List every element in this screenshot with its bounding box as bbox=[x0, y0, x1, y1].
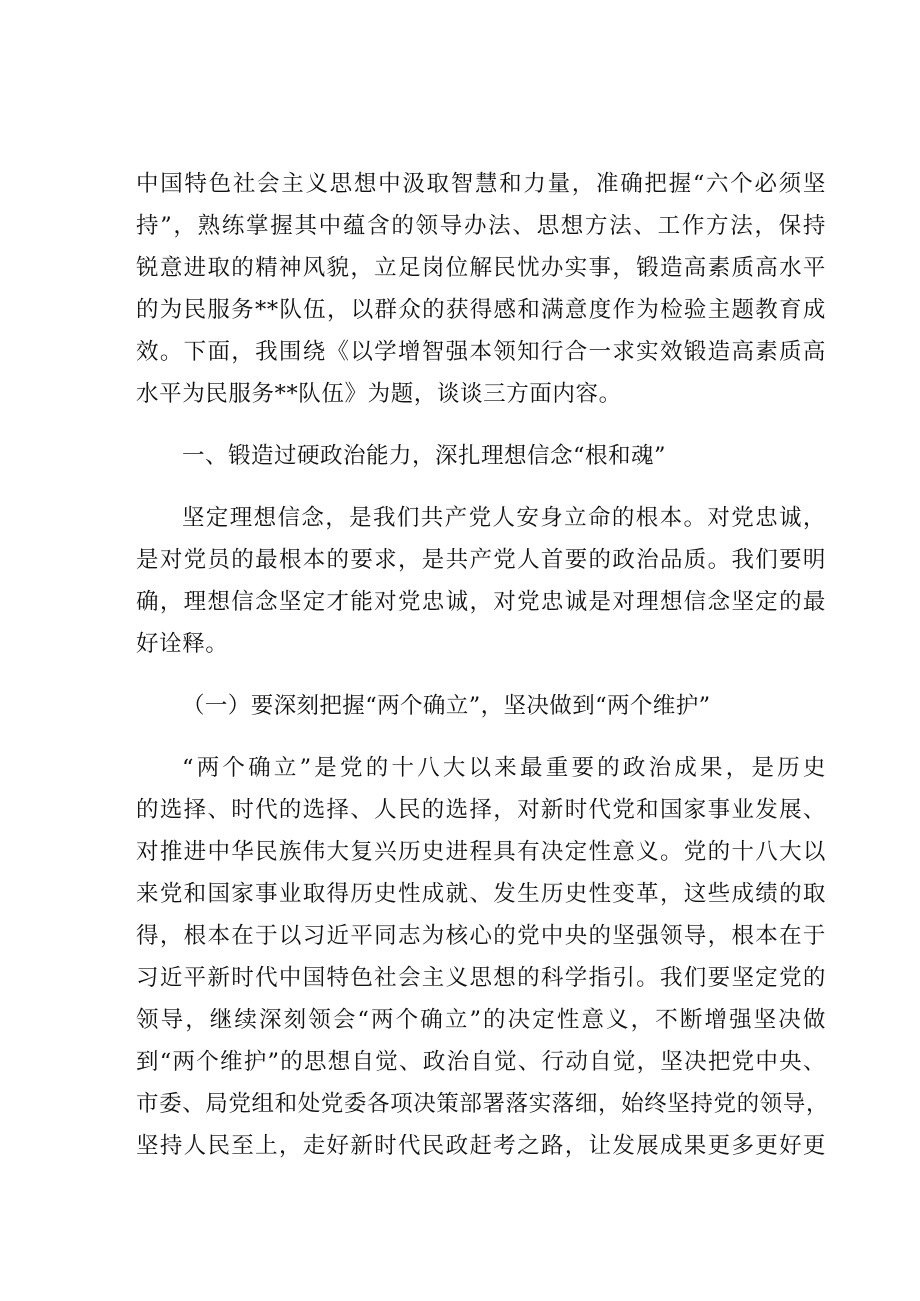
text-line: 来党和国家事业取得历史性成就、发生历史性变革，这些成绩的取 bbox=[136, 881, 826, 907]
text-line: 是对党员的最根本的要求，是共产党人首要的政治品质。我们要明 bbox=[136, 547, 826, 573]
body-paragraph bbox=[136, 747, 830, 1167]
text-line: 坚持人民至上，走好新时代民政赶考之路，让发展成果更多更好更 bbox=[136, 1133, 826, 1159]
text-line: 水平为民服务**队伍》为题，谈谈三方面内容。 bbox=[136, 381, 622, 407]
intro-paragraph bbox=[136, 163, 826, 415]
text-line: 对推进中华民族伟大复兴历史进程具有决定性意义。党的十八大以 bbox=[136, 839, 826, 865]
text-line: 锐意进取的精神风貌，立足岗位解民忧办实事，锻造高素质高水平 bbox=[136, 255, 826, 281]
text-line: 的为民服务**队伍，以群众的获得感和满意度作为检验主题教育成 bbox=[136, 297, 826, 323]
text-line: 中国特色社会主义思想中汲取智慧和力量，准确把握“六个必须坚 bbox=[136, 171, 826, 197]
paragraph-spacer bbox=[136, 415, 826, 435]
text-line: “两个确立”是党的十八大以来最重要的政治成果，是历史 bbox=[182, 755, 826, 781]
text-line: 好诠释。 bbox=[136, 631, 229, 657]
paragraph-spacer bbox=[136, 665, 826, 685]
body-paragraph bbox=[136, 497, 826, 665]
text-line: 持”，熟练掌握其中蕴含的领导办法、思想方法、工作方法，保持 bbox=[136, 213, 826, 239]
section-heading: 一、锻造过硬政治能力，深扎理想信念“根和魂” bbox=[182, 443, 667, 469]
text-line: 得，根本在于以习近平同志为核心的党中央的坚强领导，根本在于 bbox=[136, 923, 826, 949]
text-line: 的选择、时代的选择、人民的选择，对新时代党和国家事业发展、 bbox=[136, 797, 826, 823]
text-line: 到“两个维护”的思想自觉、政治自觉、行动自觉，坚决把党中央、 bbox=[136, 1049, 826, 1075]
text-line: 坚定理想信念，是我们共产党人安身立命的根本。对党忠诚， bbox=[182, 505, 826, 531]
paragraph-spacer bbox=[136, 727, 826, 747]
document-body bbox=[136, 163, 830, 1167]
text-line: 领导，继续深刻领会“两个确立”的决定性意义，不断增强坚决做 bbox=[136, 1007, 826, 1033]
text-line: 效。下面，我围绕《以学增智强本领知行合一求实效锻造高素质高 bbox=[136, 339, 826, 365]
paragraph-spacer bbox=[136, 477, 826, 497]
text-line: 市委、局党组和处党委各项决策部署落实落细，始终坚持党的领导， bbox=[136, 1091, 830, 1117]
subsection-heading: （一）要深刻把握“两个确立”，坚决做到“两个维护” bbox=[182, 693, 711, 719]
text-line: 确，理想信念坚定才能对党忠诚，对党忠诚是对理想信念坚定的最 bbox=[136, 589, 826, 615]
text-line: 习近平新时代中国特色社会主义思想的科学指引。我们要坚定党的 bbox=[136, 965, 826, 991]
